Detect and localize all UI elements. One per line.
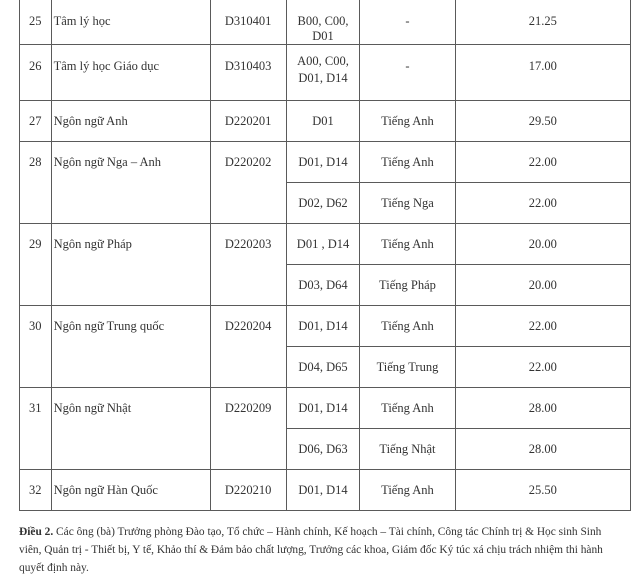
table-row — [20, 388, 631, 429]
cutoff-score-cell: 28.00 — [455, 388, 630, 429]
subject-combination-cell: A00, C00, D01, D14 — [286, 45, 360, 101]
table-body — [20, 0, 631, 511]
table-row — [20, 142, 631, 183]
row-number-cell: 25 — [20, 0, 52, 45]
major-code-cell: D220202 — [210, 142, 286, 224]
major-name-cell: Tâm lý học — [51, 0, 210, 45]
article-2-paragraph — [19, 523, 609, 577]
row-number-cell: 26 — [20, 45, 52, 101]
article-text: Các ông (bà) Trưởng phòng Đào tạo, Tổ chức – Hành chính, Kế hoạch – Tài chính, Công tác Chính trị & Học sinh Sinh viên, Quản trị - Thiết bị, Y tế, Khảo thí & Đảm bảo chất lượng, Trưởng các khoa, Giám đốc Ký túc xá chịu trách nhiệm thi hành quyết định này. — [19, 526, 603, 574]
weighted-subject-cell: Tiếng Anh — [360, 224, 455, 265]
cutoff-score-cell: 20.00 — [455, 224, 630, 265]
weighted-subject-cell: Tiếng Anh — [360, 101, 455, 142]
subject-combination-cell: B00, C00, D01 — [286, 0, 360, 45]
cutoff-score-cell: 22.00 — [455, 347, 630, 388]
major-name-cell: Ngôn ngữ Hàn Quốc — [51, 470, 210, 511]
row-number-cell: 28 — [20, 142, 52, 224]
weighted-subject-cell: Tiếng Anh — [360, 142, 455, 183]
subject-combination-cell: D01, D14 — [286, 470, 360, 511]
cutoff-score-cell: 21.25 — [455, 0, 630, 45]
subject-combination-cell: D01 — [286, 101, 360, 142]
subject-combination-cell: D06, D63 — [286, 429, 360, 470]
weighted-subject-cell: Tiếng Anh — [360, 388, 455, 429]
weighted-subject-cell: Tiếng Pháp — [360, 265, 455, 306]
weighted-subject-cell: Tiếng Nga — [360, 183, 455, 224]
article-label: Điều 2. — [19, 526, 54, 538]
major-code-cell: D220203 — [210, 224, 286, 306]
admission-scores-table — [19, 0, 631, 511]
major-name-cell: Tâm lý học Giáo dục — [51, 45, 210, 101]
table-row — [20, 306, 631, 347]
row-number-cell: 27 — [20, 101, 52, 142]
subject-combination-cell: D02, D62 — [286, 183, 360, 224]
weighted-subject-cell: Tiếng Anh — [360, 306, 455, 347]
subject-combination-cell: D03, D64 — [286, 265, 360, 306]
table-row — [20, 224, 631, 265]
major-name-cell: Ngôn ngữ Pháp — [51, 224, 210, 306]
subject-combination-cell: D04, D65 — [286, 347, 360, 388]
major-code-cell: D220210 — [210, 470, 286, 511]
weighted-subject-cell: Tiếng Trung — [360, 347, 455, 388]
major-name-cell: Ngôn ngữ Nhật — [51, 388, 210, 470]
weighted-subject-cell: Tiếng Anh — [360, 470, 455, 511]
major-code-cell: D220204 — [210, 306, 286, 388]
major-code-cell: D220201 — [210, 101, 286, 142]
major-name-cell: Ngôn ngữ Anh — [51, 101, 210, 142]
table-row — [20, 101, 631, 142]
subject-combination-cell: D01, D14 — [286, 388, 360, 429]
row-number-cell: 32 — [20, 470, 52, 511]
cutoff-score-cell: 22.00 — [455, 306, 630, 347]
major-name-cell: Ngôn ngữ Nga – Anh — [51, 142, 210, 224]
cutoff-score-cell: 17.00 — [455, 45, 630, 101]
cutoff-score-cell: 20.00 — [455, 265, 630, 306]
row-number-cell: 31 — [20, 388, 52, 470]
table-row — [20, 470, 631, 511]
cutoff-score-cell: 28.00 — [455, 429, 630, 470]
cutoff-score-cell: 22.00 — [455, 183, 630, 224]
weighted-subject-cell: Tiếng Nhật — [360, 429, 455, 470]
row-number-cell: 29 — [20, 224, 52, 306]
major-code-cell: D310403 — [210, 45, 286, 101]
subject-combination-cell: D01, D14 — [286, 306, 360, 347]
major-name-cell: Ngôn ngữ Trung quốc — [51, 306, 210, 388]
subject-combination-cell: D01, D14 — [286, 142, 360, 183]
row-number-cell: 30 — [20, 306, 52, 388]
weighted-subject-cell: - — [360, 45, 455, 101]
table-row — [20, 45, 631, 101]
cutoff-score-cell: 25.50 — [455, 470, 630, 511]
cutoff-score-cell: 22.00 — [455, 142, 630, 183]
major-code-cell: D220209 — [210, 388, 286, 470]
subject-combination-cell: D01 , D14 — [286, 224, 360, 265]
weighted-subject-cell: - — [360, 0, 455, 45]
table-row — [20, 0, 631, 45]
major-code-cell: D310401 — [210, 0, 286, 45]
cutoff-score-cell: 29.50 — [455, 101, 630, 142]
